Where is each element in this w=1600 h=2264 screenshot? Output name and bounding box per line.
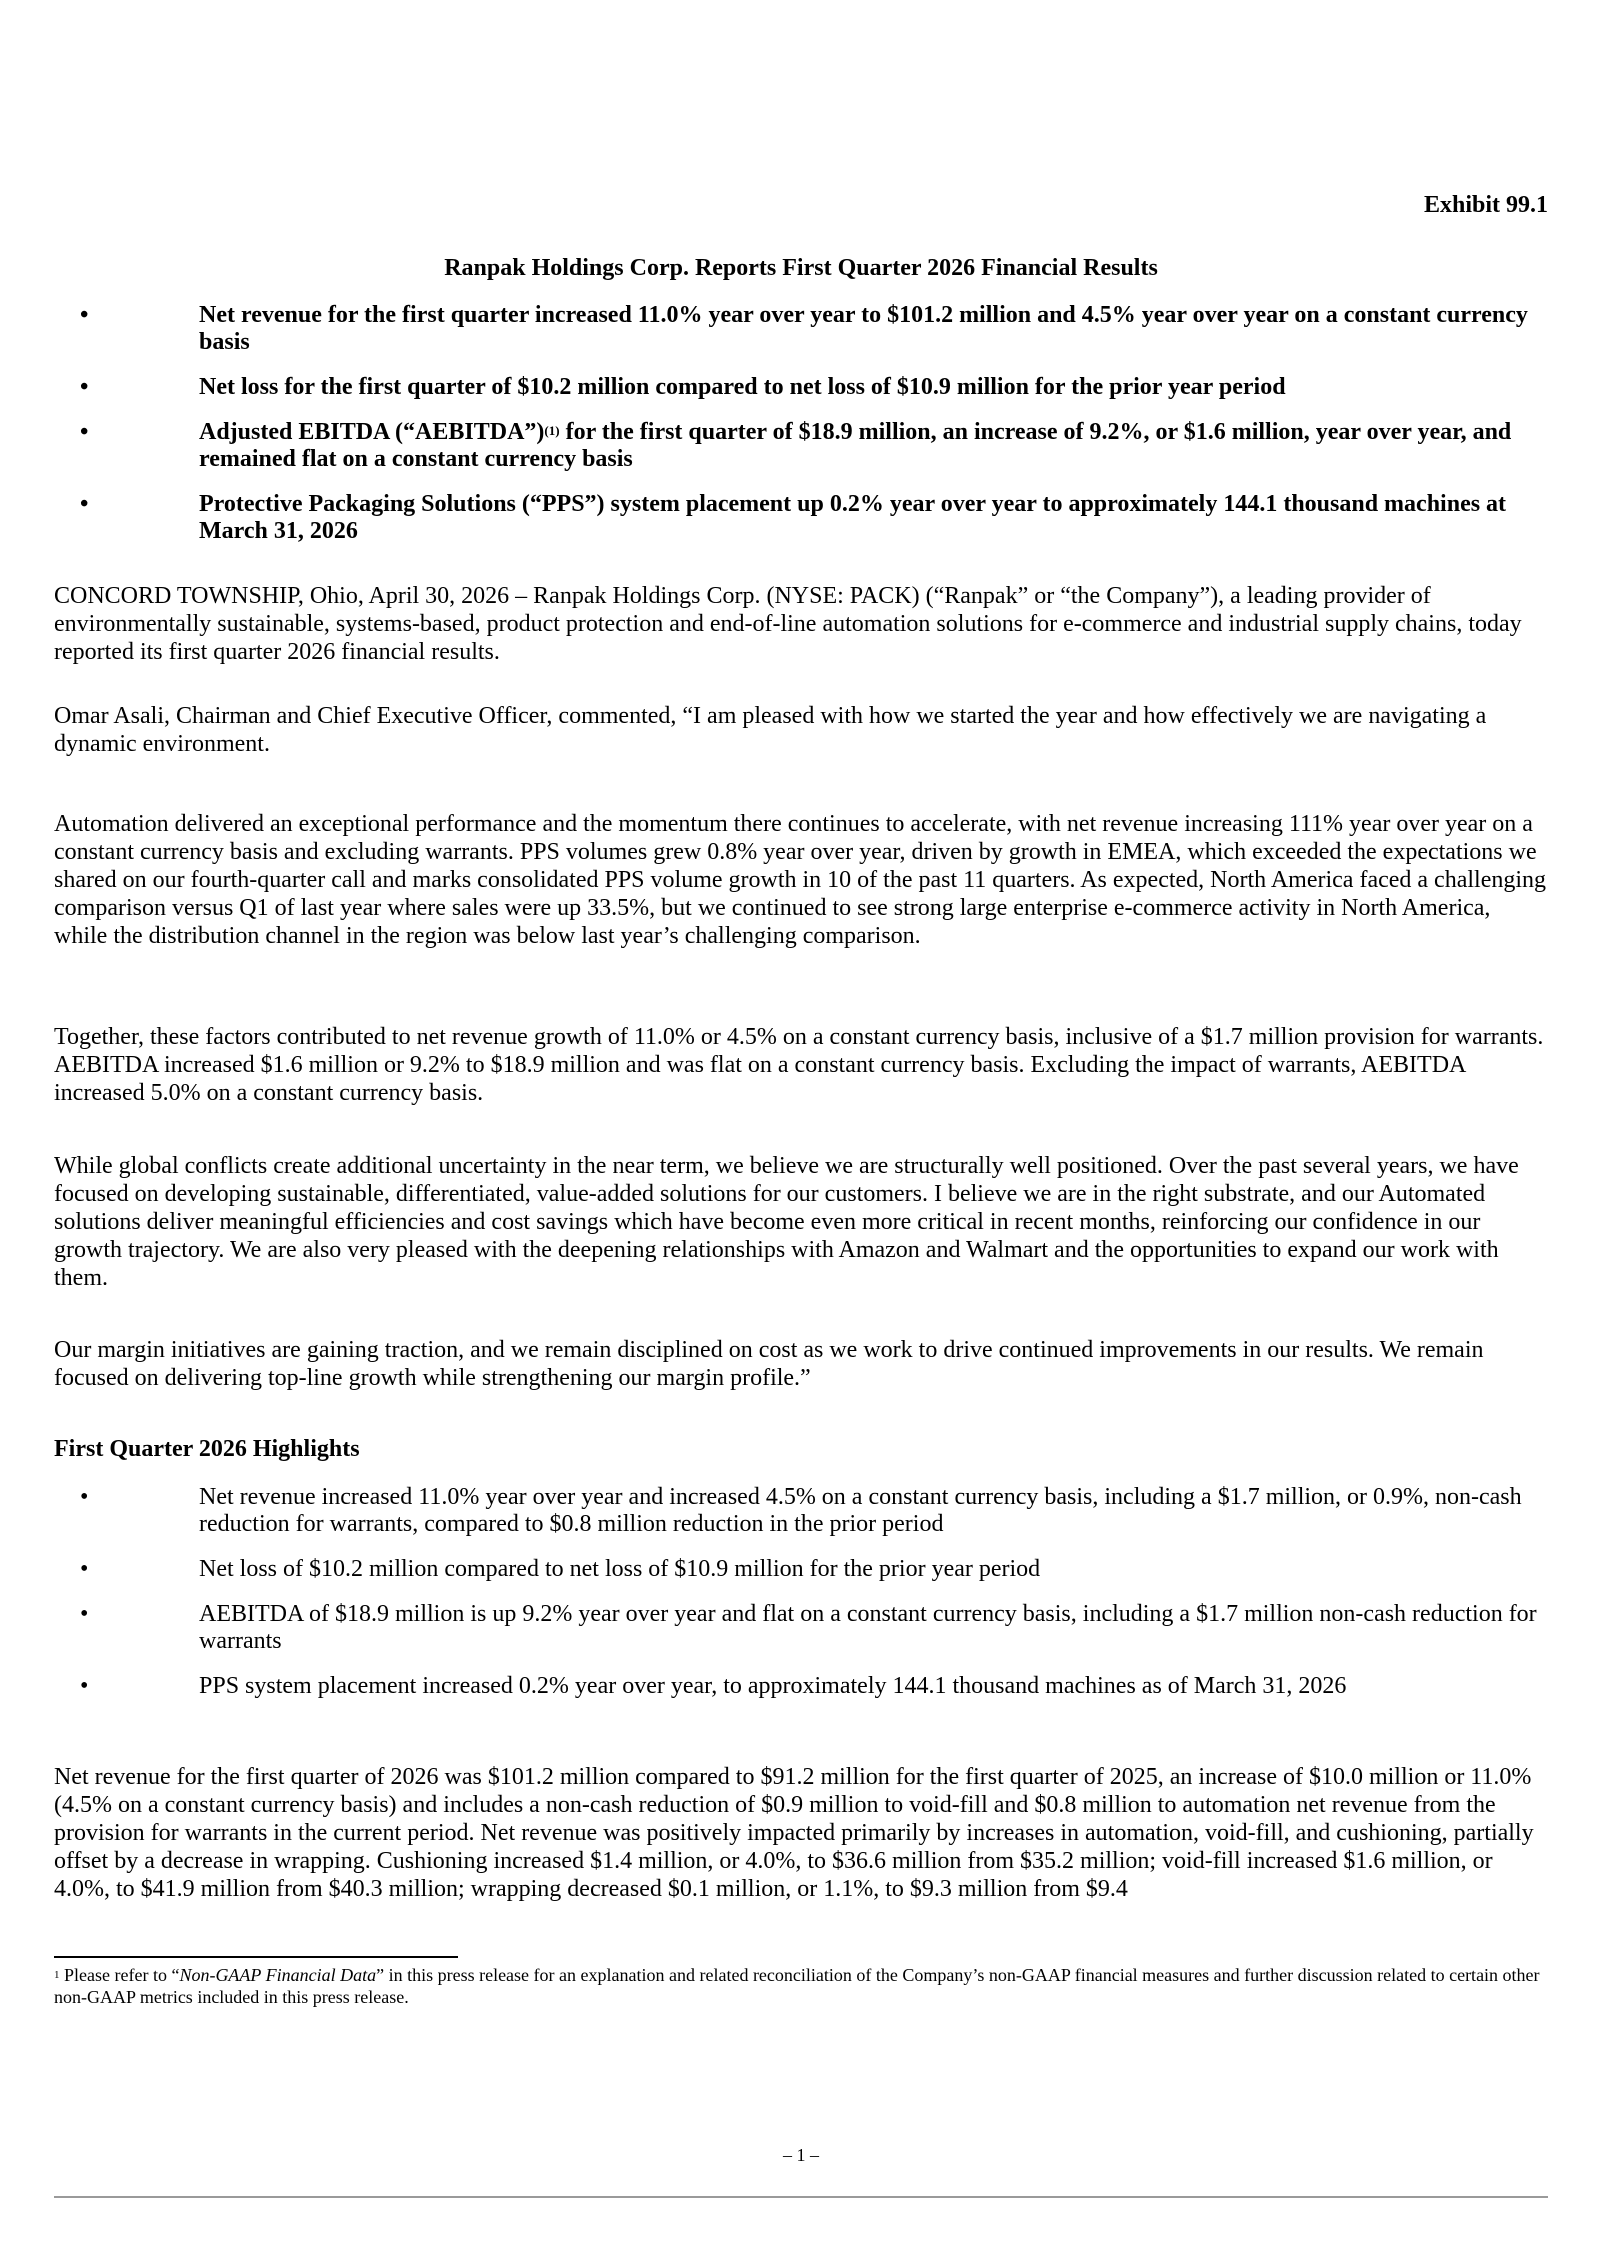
highlight-item	[54, 1673, 1548, 1700]
intro-paragraph: CONCORD TOWNSHIP, Ohio, April 30, 2026 – Ranpak Holdings Corp. (NYSE: PACK) (“Ranpak” or “the Company”), a leading provider of environmentally sustainable, systems-based, product protection and end-of-line automation solutions for e-commerce and industrial supply chains, today reported its first quarter 2026 financial results.	[54, 583, 1522, 665]
footnote-marker: 1	[54, 1969, 60, 1981]
highlight-text: Net revenue increased 11.0% year over year and increased 4.5% on a constant currency basis, including a $1.7 million, or 0.9%, non-cash reduction for warrants, compared to $0.8 million reduction in the prior period	[199, 1484, 1522, 1537]
footnote-divider	[54, 1956, 458, 1958]
bullet-icon: •	[80, 302, 89, 328]
aebitda-detail: for the first quarter of $18.9 million, an increase of 9.2%, or $1.6 million, year over year, and remained flat on a constant currency basis	[199, 419, 1512, 472]
quote-paragraph: While global conflicts create additional uncertainty in the near term, we believe we are structurally well positioned. Over the past several years, we have focused on developing sustainable, differentiated, value-added solutions for our customers. I believe we are in the right substrate, and our Automated solutions deliver meaningful efficiencies and cost savings which have become even more critical in recent months, reinforcing our confidence in our growth trajectory. We are also very pleased with the deepening relationships with Amazon and Walmart and the opportunities to expand our work with them.	[54, 1153, 1519, 1291]
footnote-text-end: ” in this press release for an explanation and related reconciliation of the Company’s non-GAAP financial measures and further discussion related to certain other non-GAAP metrics included in this press release.	[54, 1965, 1540, 2007]
bullet-icon: •	[80, 1673, 89, 1699]
quote-paragraph: Our margin initiatives are gaining traction, and we remain disciplined on cost as we work to drive continued improvements in our results. We remain focused on delivering top-line growth while strengthening our margin profile.”	[54, 1337, 1484, 1391]
quote-paragraph: Automation delivered an exceptional performance and the momentum there continues to accelerate, with net revenue increasing 111% year over year on a constant currency basis and excluding warrants. PPS volumes grew 0.8% year over year, driven by growth in EMEA, which exceeded the expectations we shared on our fourth-quarter call and marks consolidated PPS volume growth in 10 of the past 11 quarters. As expected, North America faced a challenging comparison versus Q1 of last year where sales were up 33.5%, but we continued to see strong large enterprise e-commerce activity in North America, while the distribution channel in the region was below last year’s challenging comparison.	[54, 811, 1547, 949]
footnote	[54, 1964, 1548, 2008]
quote-paragraph: Omar Asali, Chairman and Chief Executive Officer, commented, “I am pleased with how we started the year and how effectively we are navigating a dynamic environment.	[54, 703, 1487, 757]
summary-bullet	[54, 302, 1548, 356]
exhibit-label: Exhibit 99.1	[1423, 192, 1548, 218]
summary-bullet-list	[54, 302, 1548, 563]
summary-bullet	[54, 374, 1548, 401]
highlight-text: Net loss of $10.2 million compared to net loss of $10.9 million for the prior year period	[199, 1556, 1041, 1582]
summary-bullet-text: Net loss for the first quarter of $10.2 million compared to net loss of $10.9 million for the prior year period	[199, 374, 1286, 400]
summary-bullet-text: Net revenue for the first quarter increased 11.0% year over year to $101.2 million and 4.5% year over year on a constant currency basis	[199, 302, 1528, 355]
bullet-icon: •	[80, 1484, 89, 1510]
highlights-heading: First Quarter 2026 Highlights	[54, 1436, 360, 1462]
summary-bullet	[54, 491, 1548, 545]
bullet-icon: •	[80, 419, 89, 445]
page-number: – 1 –	[783, 2145, 819, 2165]
highlight-text: AEBITDA of $18.9 million is up 9.2% year over year and flat on a constant currency basis, including a $1.7 million non-cash reduction for warrants	[199, 1601, 1537, 1654]
footnote-text-start: Please refer to “	[59, 1965, 180, 1985]
summary-bullet-text: Protective Packaging Solutions (“PPS”) system placement up 0.2% year over year to approximately 144.1 thousand machines at March 31, 2026	[199, 491, 1507, 544]
summary-bullet-text	[199, 419, 1511, 472]
highlights-list	[54, 1484, 1548, 1718]
page-bottom-rule	[54, 2196, 1548, 2198]
highlight-item	[54, 1556, 1548, 1583]
net-revenue-paragraph: Net revenue for the first quarter of 2026 was $101.2 million compared to $91.2 million for the first quarter of 2025, an increase of $10.0 million or 11.0% (4.5% on a constant currency basis) and includes a non-cash reduction of $0.9 million to void-fill and $0.8 million to automation net revenue from the provision for warrants in the current period. Net revenue was positively impacted primarily by increases in automation, void-fill, and cushioning, partially offset by a decrease in wrapping. Cushioning increased $1.4 million, or 4.0%, to $36.6 million from $35.2 million; void-fill increased $1.6 million, or 4.0%, to $41.9 million from $40.3 million; wrapping decreased $0.1 million, or 1.1%, to $9.3 million from $9.4	[54, 1764, 1534, 1902]
summary-bullet	[54, 419, 1548, 473]
bullet-icon: •	[80, 1556, 89, 1582]
bullet-icon: •	[80, 491, 89, 517]
bullet-icon: •	[80, 374, 89, 400]
bullet-icon: •	[80, 1601, 89, 1627]
footnote-reference[interactable]: (1)	[544, 423, 560, 438]
highlight-text: PPS system placement increased 0.2% year over year, to approximately 144.1 thousand machines as of March 31, 2026	[199, 1673, 1347, 1699]
highlight-item	[54, 1601, 1548, 1655]
highlight-item	[54, 1484, 1548, 1538]
quote-paragraph: Together, these factors contributed to net revenue growth of 11.0% or 4.5% on a constant currency basis, inclusive of a $1.7 million provision for warrants. AEBITDA increased $1.6 million or 9.2% to $18.9 million and was flat on a constant currency basis. Excluding the impact of warrants, AEBITDA increased 5.0% on a constant currency basis.	[54, 1024, 1544, 1106]
press-release-title: Ranpak Holdings Corp. Reports First Quarter 2026 Financial Results	[444, 255, 1158, 281]
footnote-link-title: Non-GAAP Financial Data	[179, 1965, 377, 1985]
aebitda-term: Adjusted EBITDA (“AEBITDA”)	[199, 419, 545, 445]
